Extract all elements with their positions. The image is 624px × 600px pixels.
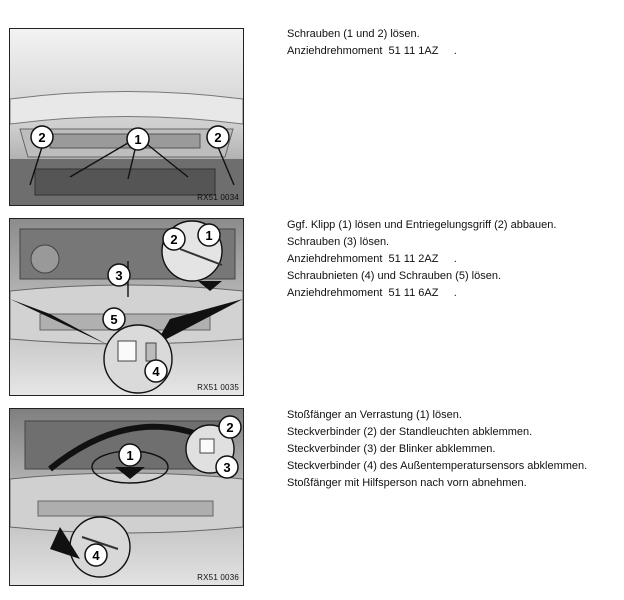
- instruction-block-1: [287, 26, 617, 60]
- figure-code: RX51 0035: [197, 383, 239, 392]
- instruction-line: Stoßfänger mit Hilfsperson nach vorn abnehmen.: [287, 477, 527, 489]
- svg-text:1: 1: [126, 448, 134, 463]
- callout-1: [119, 444, 141, 466]
- instruction-line: Anziehdrehmoment 51 11 6AZ .: [287, 287, 457, 299]
- instruction-line: Schrauben (3) lösen.: [287, 236, 390, 248]
- figure-code: RX51 0034: [197, 193, 239, 202]
- figure-rx51-0035: [9, 218, 244, 396]
- figure-rx51-0036: [9, 408, 244, 586]
- callout-4: [85, 544, 107, 566]
- instruction-line: Schrauben (1 und 2) lösen.: [287, 28, 420, 40]
- svg-text:3: 3: [115, 268, 123, 283]
- callout-2-left: [31, 126, 53, 148]
- instruction-line: Ggf. Klipp (1) lösen und Entriegelungsgriff (2) abbauen.: [287, 219, 557, 231]
- instruction-line: Steckverbinder (4) des Außentemperatursensors abklemmen.: [287, 460, 588, 472]
- instruction-line: Schraubnieten (4) und Schrauben (5) lösen.: [287, 270, 502, 282]
- svg-text:2: 2: [170, 232, 178, 247]
- figure-rx51-0034: [9, 28, 244, 206]
- svg-text:2: 2: [226, 420, 234, 435]
- svg-text:5: 5: [110, 312, 118, 327]
- instruction-line: Steckverbinder (2) der Standleuchten abklemmen.: [287, 426, 533, 438]
- instruction-line: Anziehdrehmoment 51 11 2AZ .: [287, 253, 457, 265]
- svg-text:1: 1: [205, 228, 213, 243]
- instruction-block-2: [287, 217, 617, 302]
- figure-illustration-2: [10, 219, 243, 395]
- callout-2-right: [207, 126, 229, 148]
- svg-text:4: 4: [152, 364, 160, 379]
- svg-text:1: 1: [134, 132, 142, 147]
- callout-2: [219, 416, 241, 438]
- instruction-line: Steckverbinder (3) der Blinker abklemmen.: [287, 443, 496, 455]
- instruction-block-3: [287, 407, 617, 492]
- instruction-line: Stoßfänger an Verrastung (1) lösen.: [287, 409, 462, 421]
- figure-illustration-1: [10, 29, 243, 205]
- svg-text:2: 2: [214, 130, 222, 145]
- svg-text:3: 3: [223, 460, 231, 475]
- callout-4: [145, 360, 167, 382]
- callout-3: [216, 456, 238, 478]
- svg-text:4: 4: [92, 548, 100, 563]
- instruction-line: Anziehdrehmoment 51 11 1AZ .: [287, 45, 457, 57]
- figure-code: RX51 0036: [197, 573, 239, 582]
- callout-1: [198, 224, 220, 246]
- svg-text:2: 2: [38, 130, 46, 145]
- callout-2: [163, 228, 185, 250]
- callout-1: [127, 128, 149, 150]
- callout-5: [103, 308, 125, 330]
- figure-illustration-3: [10, 409, 243, 585]
- callout-3: [108, 264, 130, 286]
